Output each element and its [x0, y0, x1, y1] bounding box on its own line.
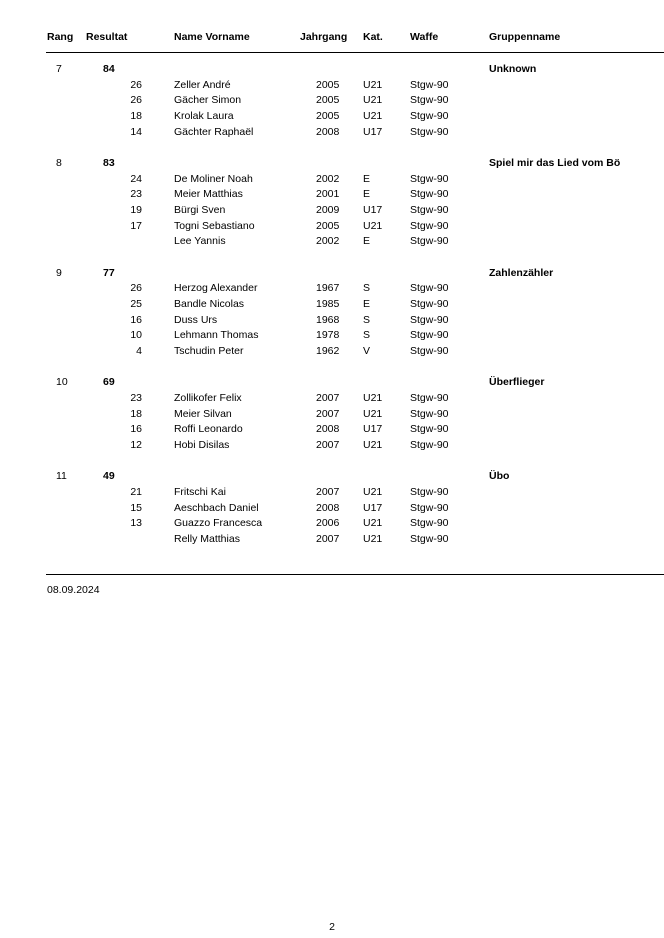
member-category: E	[363, 235, 371, 248]
member-score: 26	[130, 282, 142, 295]
member-year: 2001	[316, 188, 340, 201]
team-result: 77	[103, 266, 115, 279]
member-name: Zollikofer Felix	[174, 391, 242, 404]
team-group-name: Übo	[489, 470, 510, 483]
team-rank: 7	[56, 63, 62, 75]
member-weapon: Stgw-90	[410, 532, 449, 545]
member-category: U21	[363, 438, 383, 451]
group-list	[0, 63, 664, 549]
team-result: 83	[103, 156, 115, 169]
header-waffe: Waffe	[410, 31, 439, 43]
member-row	[0, 345, 664, 361]
group-spacer	[0, 141, 664, 157]
member-row	[0, 439, 664, 455]
team-group-name: Unknown	[489, 63, 537, 75]
member-category: U21	[363, 407, 383, 420]
member-score: 19	[130, 204, 142, 216]
member-row	[0, 126, 664, 142]
member-category: U21	[363, 219, 383, 232]
member-score: 21	[130, 485, 142, 498]
member-category: S	[363, 329, 371, 342]
member-name: Hobi Disilas	[174, 438, 230, 451]
member-year: 2005	[316, 94, 340, 107]
team-summary-row	[0, 157, 664, 173]
team-rank: 11	[56, 470, 67, 483]
member-year: 1967	[316, 282, 340, 295]
team-group	[0, 157, 664, 267]
team-summary-row	[0, 63, 664, 79]
member-row	[0, 110, 664, 126]
member-year: 2007	[316, 532, 340, 545]
table-header	[0, 31, 664, 45]
member-score: 26	[130, 94, 142, 107]
group-spacer	[0, 455, 664, 471]
member-name: Herzog Alexander	[174, 282, 258, 295]
member-name: Meier Silvan	[174, 407, 232, 420]
header-kat: Kat.	[363, 31, 383, 43]
member-weapon: Stgw-90	[410, 423, 449, 436]
member-year: 1962	[316, 345, 340, 357]
member-weapon: Stgw-90	[410, 110, 449, 123]
member-row	[0, 517, 664, 533]
member-year: 2008	[316, 423, 340, 436]
member-weapon: Stgw-90	[410, 345, 449, 357]
member-row	[0, 533, 664, 549]
member-row	[0, 235, 664, 251]
member-row	[0, 423, 664, 439]
member-row	[0, 220, 664, 236]
member-category: U21	[363, 391, 383, 404]
member-score: 16	[130, 313, 142, 326]
member-category: S	[363, 313, 371, 326]
member-category: U17	[363, 501, 383, 514]
member-category: U17	[363, 204, 383, 216]
member-name: Gächter Raphaël	[174, 125, 254, 138]
member-name: Meier Matthias	[174, 188, 243, 201]
member-year: 2009	[316, 204, 340, 216]
team-group	[0, 267, 664, 377]
header-rang: Rang	[47, 31, 74, 43]
member-category: U21	[363, 94, 383, 107]
member-year: 2007	[316, 485, 340, 498]
member-category: E	[363, 188, 371, 201]
member-category: E	[363, 172, 371, 185]
member-name: Gächer Simon	[174, 94, 242, 107]
member-weapon: Stgw-90	[410, 235, 449, 248]
member-score: 23	[130, 391, 142, 404]
member-year: 2007	[316, 438, 340, 451]
member-category: U21	[363, 78, 383, 91]
member-name: Lee Yannis	[174, 235, 226, 248]
member-year: 2008	[316, 125, 340, 138]
member-weapon: Stgw-90	[410, 219, 449, 232]
member-year: 2002	[316, 235, 340, 248]
member-weapon: Stgw-90	[410, 485, 449, 498]
member-year: 2006	[316, 517, 340, 530]
member-weapon: Stgw-90	[410, 188, 449, 201]
member-year: 1978	[316, 329, 340, 342]
member-category: U17	[363, 423, 383, 436]
member-score: 23	[130, 188, 142, 201]
member-row	[0, 298, 664, 314]
member-category: U21	[363, 485, 383, 498]
member-year: 2005	[316, 78, 340, 91]
member-score: 24	[130, 172, 142, 185]
member-name: Fritschi Kai	[174, 485, 226, 498]
member-weapon: Stgw-90	[410, 517, 449, 530]
member-weapon: Stgw-90	[410, 313, 449, 326]
member-row	[0, 392, 664, 408]
table-bottom-divider	[46, 574, 664, 575]
group-spacer	[0, 361, 664, 377]
member-category: U21	[363, 517, 383, 530]
member-weapon: Stgw-90	[410, 78, 449, 91]
team-group-name: Zahlenzähler	[489, 266, 554, 279]
member-score: 17	[130, 219, 142, 232]
member-row	[0, 314, 664, 330]
member-score: 10	[130, 329, 142, 342]
member-weapon: Stgw-90	[410, 297, 449, 310]
member-category: E	[363, 297, 371, 310]
member-row	[0, 282, 664, 298]
member-weapon: Stgw-90	[410, 329, 449, 342]
member-row	[0, 79, 664, 95]
page-number: 2	[329, 921, 335, 933]
member-score: 13	[130, 517, 142, 530]
member-score: 16	[130, 423, 142, 436]
team-rank: 10	[56, 376, 68, 389]
member-name: Guazzo Francesca	[174, 517, 263, 530]
team-group-name: Spiel mir das Lied vom Bö	[489, 156, 621, 169]
member-name: Duss Urs	[174, 313, 218, 326]
member-category: S	[363, 282, 371, 295]
team-summary-row	[0, 376, 664, 392]
member-name: Roffi Leonardo	[174, 423, 243, 436]
member-score: 15	[130, 501, 142, 514]
member-name: Relly Matthias	[174, 532, 240, 545]
member-weapon: Stgw-90	[410, 172, 449, 185]
member-score: 18	[130, 110, 142, 123]
header-resultat: Resultat	[86, 31, 128, 43]
team-rank: 9	[56, 266, 62, 279]
member-category: U17	[363, 125, 383, 138]
member-name: Zeller André	[174, 78, 231, 91]
member-weapon: Stgw-90	[410, 407, 449, 420]
member-year: 2002	[316, 172, 340, 185]
member-score: 14	[130, 125, 142, 138]
member-row	[0, 486, 664, 502]
member-name: De Moliner Noah	[174, 172, 253, 185]
member-year: 2008	[316, 501, 340, 514]
team-summary-row	[0, 267, 664, 283]
print-date: 08.09.2024	[47, 584, 100, 596]
member-weapon: Stgw-90	[410, 125, 449, 138]
team-result: 84	[103, 63, 115, 75]
header-jahrgang: Jahrgang	[300, 31, 348, 43]
member-row	[0, 408, 664, 424]
header-gruppenname: Gruppenname	[489, 31, 561, 43]
member-year: 2005	[316, 110, 340, 123]
member-row	[0, 502, 664, 518]
member-year: 1985	[316, 297, 340, 310]
group-spacer	[0, 251, 664, 267]
team-group	[0, 470, 664, 548]
member-weapon: Stgw-90	[410, 204, 449, 216]
team-result: 69	[103, 376, 115, 389]
member-score: 18	[130, 407, 142, 420]
member-weapon: Stgw-90	[410, 94, 449, 107]
member-category: U21	[363, 532, 383, 545]
member-year: 1968	[316, 313, 340, 326]
team-group-name: Überflieger	[489, 376, 545, 389]
member-score: 12	[130, 438, 142, 451]
header-name: Name Vorname	[174, 31, 250, 43]
member-name: Togni Sebastiano	[174, 219, 255, 232]
member-year: 2007	[316, 391, 340, 404]
member-category: V	[363, 345, 371, 357]
member-name: Tschudin Peter	[174, 345, 244, 357]
member-name: Krolak Laura	[174, 110, 234, 123]
team-rank: 8	[56, 156, 62, 169]
header-divider	[46, 52, 664, 53]
member-name: Bürgi Sven	[174, 204, 226, 216]
member-score: 4	[136, 345, 142, 357]
member-row	[0, 94, 664, 110]
team-group	[0, 63, 664, 157]
member-score: 26	[130, 78, 142, 91]
member-row	[0, 188, 664, 204]
member-name: Lehmann Thomas	[174, 329, 259, 342]
team-result: 49	[103, 470, 115, 483]
member-category: U21	[363, 110, 383, 123]
team-summary-row	[0, 470, 664, 486]
member-weapon: Stgw-90	[410, 438, 449, 451]
member-row	[0, 329, 664, 345]
member-weapon: Stgw-90	[410, 391, 449, 404]
member-year: 2005	[316, 219, 340, 232]
member-year: 2007	[316, 407, 340, 420]
member-score: 25	[130, 297, 142, 310]
member-name: Bandle Nicolas	[174, 297, 245, 310]
member-row	[0, 204, 664, 220]
member-weapon: Stgw-90	[410, 501, 449, 514]
member-name: Aeschbach Daniel	[174, 501, 259, 514]
team-group	[0, 376, 664, 470]
member-row	[0, 173, 664, 189]
member-weapon: Stgw-90	[410, 282, 449, 295]
